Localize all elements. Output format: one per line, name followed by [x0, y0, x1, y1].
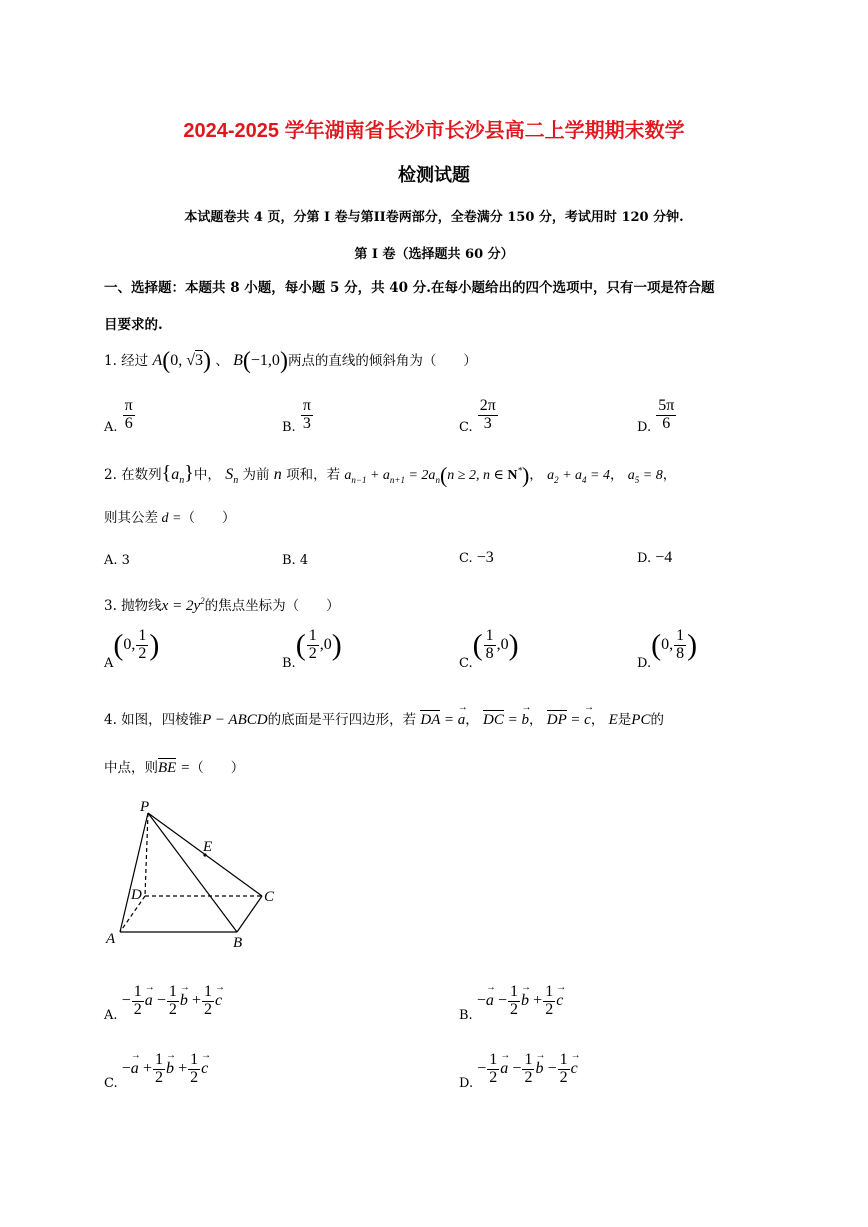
- label-b: B: [233, 935, 243, 951]
- label-a: A: [106, 931, 116, 947]
- q2-option-b[interactable]: B. 4: [282, 553, 309, 568]
- part1-heading: 一、选择题：本题共 8 小题，每小题 5 分，共 40 分.在每小题给出的四个选项中，只有一项是符合题: [104, 280, 715, 296]
- q1-option-b[interactable]: B. $\frac{\pi}{3}$: [282, 397, 311, 435]
- pyramid-figure: [100, 795, 290, 955]
- question-2-line2: 则其公差 d =（ ）: [104, 510, 236, 526]
- question-3: 3. 抛物线$x = 2y^2$的焦点坐标为（ ）: [104, 596, 340, 614]
- q4-option-c[interactable]: C. −→ a + $\frac{1}{2}$ → b + $\frac{1}{2}$ → c: [104, 1052, 208, 1087]
- label-p: P: [140, 799, 150, 815]
- q1-option-d[interactable]: D. $\frac{5\pi}{6}$: [637, 397, 675, 435]
- q3-option-d[interactable]: D.(0, $\frac{1}{8}$ ): [637, 627, 698, 671]
- q1-option-a[interactable]: A. $\frac{\pi}{6}$: [104, 397, 133, 435]
- question-4: 4. 如图，四棱锥P − ABCD的底面是平行四边形，若 DA = → a， DC = → b， DP = → c， E是PC的: [104, 708, 664, 729]
- label-c: C: [264, 889, 275, 905]
- question-4-line2: 中点，则BE =（ ）: [104, 760, 245, 776]
- q2-option-d[interactable]: D. −4: [637, 549, 673, 566]
- section-heading: 第 I 卷（选择题共 60 分）: [354, 247, 514, 262]
- q4-option-d[interactable]: D. − $\frac{1}{2}$ → a − $\frac{1}{2}$ → b − $\frac{1}{2}$ → c: [459, 1052, 578, 1087]
- part1-heading-cont: 目要求的.: [104, 317, 163, 333]
- q3-option-b[interactable]: B.( $\frac{1}{2}$ ,0): [282, 627, 342, 671]
- q2-option-a[interactable]: A. 3: [104, 553, 130, 568]
- q4-option-a[interactable]: A. − $\frac{1}{2}$ → a − $\frac{1}{2}$ → b + $\frac{1}{2}$ → c: [104, 984, 222, 1019]
- q3-option-a[interactable]: A(0, $\frac{1}{2}$ ): [104, 627, 160, 671]
- label-d: D: [131, 887, 142, 903]
- q1-option-c[interactable]: C. $\frac{2\pi}{3}$: [459, 397, 496, 435]
- q2-option-c[interactable]: C. −3: [459, 549, 494, 566]
- q3-option-c[interactable]: C.( $\frac{1}{8}$ ,0): [459, 627, 519, 671]
- exam-subtitle: 检测试题: [398, 165, 470, 186]
- question-2: 2. 在数列$\{a_n\}$中， $S_n$ 为前 n 项和，若 $a_{n-1} + a_{n+1} = 2a_n(n \ge 2$, n ∈ N*)， $a_2 + a_4 = 4$， $a_5 = 8$，: [104, 462, 677, 488]
- q4-option-b[interactable]: B. −→ a − $\frac{1}{2}$ → b + $\frac{1}{2}$ → c: [459, 984, 563, 1019]
- exam-title: 2024-2025 学年湖南省长沙市长沙县高二上学期期末数学: [183, 120, 685, 142]
- question-1: 1. 经过 A(0, √3) 、 B(−1,0)两点的直线的倾斜角为（ ）: [104, 348, 477, 374]
- label-e: E: [203, 839, 213, 855]
- exam-intro: 本试题卷共 4 页，分第 I 卷与第II卷两部分，全卷满分 150 分，考试用时 120 分钟.: [184, 210, 684, 225]
